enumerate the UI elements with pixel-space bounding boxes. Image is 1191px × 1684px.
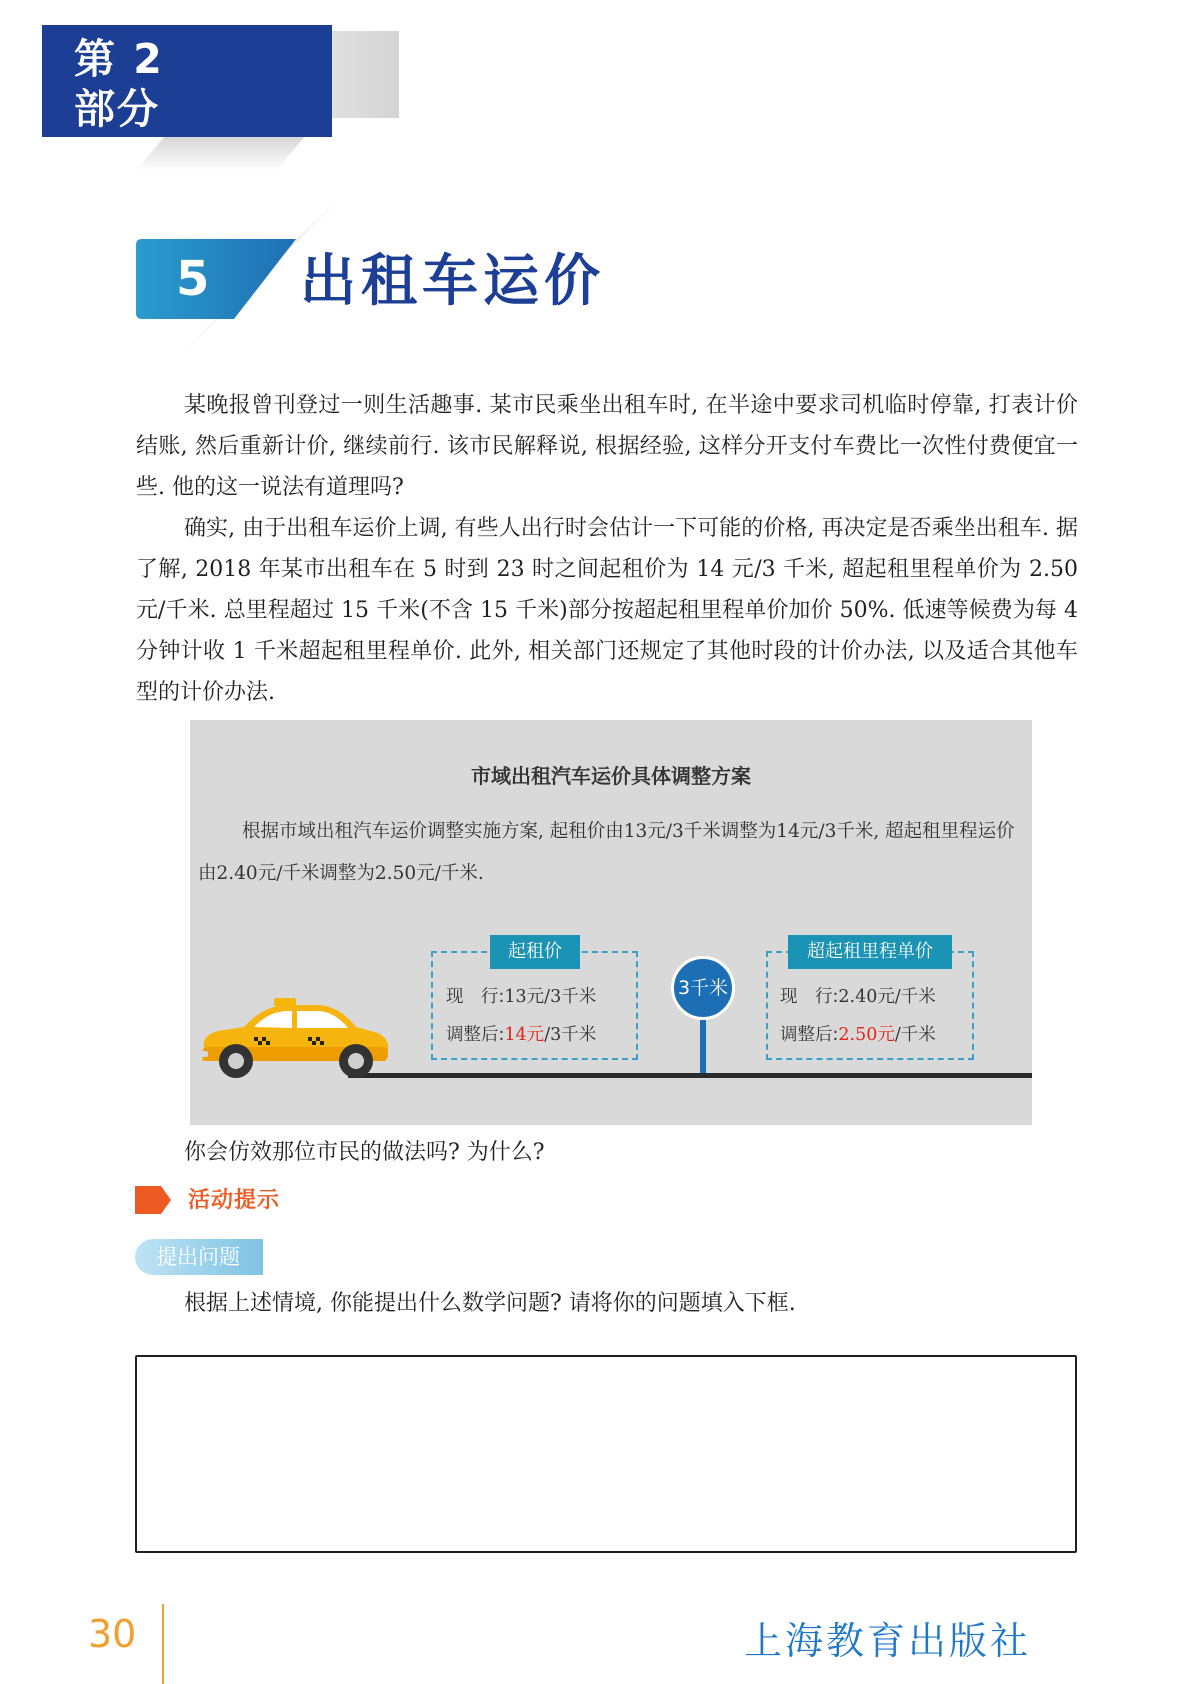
lesson-title: 出租车运价 xyxy=(300,249,605,314)
current-label: 现 行: xyxy=(446,987,505,1007)
adjusted-value-highlight: 14元 xyxy=(504,1025,545,1045)
paragraph-pricing: 确实, 由于出租车运价上调, 有些人出行时会估计一下可能的价格, 再决定是否乘坐出租车. 据了解, 2018 年某市出租车在 5 时到 23 时之间起租价为 14 元/3 千米, 超起租里程单价为 2.50 元/千米. 总里程超过 15 千米(不含 15 千米)部分按超起租里程单价加价 50%. 低速等候费为每 4 分钟计收 1 千米超起租里程单价. 此外, 相关部门还规定了其他时段的计价办法, 以及适合其他车型的计价办法. xyxy=(136,516,1078,705)
current-value: 2.40元/千米 xyxy=(838,987,936,1007)
sign-pole xyxy=(700,1020,706,1076)
title-decor-line xyxy=(0,0,1191,400)
adjusted-value-highlight: 2.50元 xyxy=(838,1025,895,1045)
adjusted-value-unit: /千米 xyxy=(894,1025,936,1045)
start-price-adjusted xyxy=(446,1021,596,1046)
excess-price-adjusted xyxy=(780,1021,936,1046)
part-subtitle: 数学建模活动 A xyxy=(206,65,313,83)
footer-divider xyxy=(162,1604,164,1684)
lesson-number: 5 xyxy=(176,251,210,307)
part-label-line1: 第 2 xyxy=(74,35,164,83)
start-price-current xyxy=(446,983,596,1008)
adjusted-label: 调整后: xyxy=(780,1025,839,1045)
distance-sign: 3千米 xyxy=(671,956,735,1020)
excess-price-label: 超起租里程单价 xyxy=(788,935,952,969)
road xyxy=(348,1073,1032,1078)
ask-question-instruction: 根据上述情境, 你能提出什么数学问题? 请将你的问题填入下框. xyxy=(184,1291,796,1316)
paragraph-intro: 某晚报曾刊登过一则生活趣事. 某市民乘坐出租车时, 在半途中要求司机临时停靠, 打表计价结账, 然后重新计价, 继续前行. 该市民解释说, 根据经验, 这样分开支付车费比一次性付费便宜一些. 他的这一说法有道理吗? xyxy=(136,393,1078,500)
activity-hint-arrow-icon xyxy=(135,1186,175,1214)
adjusted-label: 调整后: xyxy=(446,1025,505,1045)
excess-price-current xyxy=(780,983,936,1008)
notice-title: 市域出租汽车运价具体调整方案 xyxy=(471,764,751,788)
answer-box[interactable] xyxy=(135,1355,1077,1553)
ask-question-pill-label: 提出问题 xyxy=(156,1245,240,1269)
publisher-name: 上海教育出版社 xyxy=(744,1619,1032,1663)
start-price-label: 起租价 xyxy=(490,935,580,969)
current-value: 13元/3千米 xyxy=(504,987,597,1007)
taxi-icon xyxy=(196,995,392,1079)
lesson-number-badge xyxy=(136,239,296,319)
part-label-line2: 部分 xyxy=(74,85,160,133)
activity-hint-label: 活动提示 xyxy=(188,1188,281,1213)
reflection-question: 你会仿效那位市民的做法吗? 为什么? xyxy=(184,1140,545,1165)
adjusted-value-unit: /3千米 xyxy=(544,1025,597,1045)
current-label: 现 行: xyxy=(780,987,839,1007)
page-number: 30 xyxy=(88,1612,137,1656)
notice-body: 根据市域出租汽车运价调整实施方案, 起租价由13元/3千米调整为14元/3千米, 超起租里程运价由2.40元/千米调整为2.50元/千米. xyxy=(198,821,1015,884)
